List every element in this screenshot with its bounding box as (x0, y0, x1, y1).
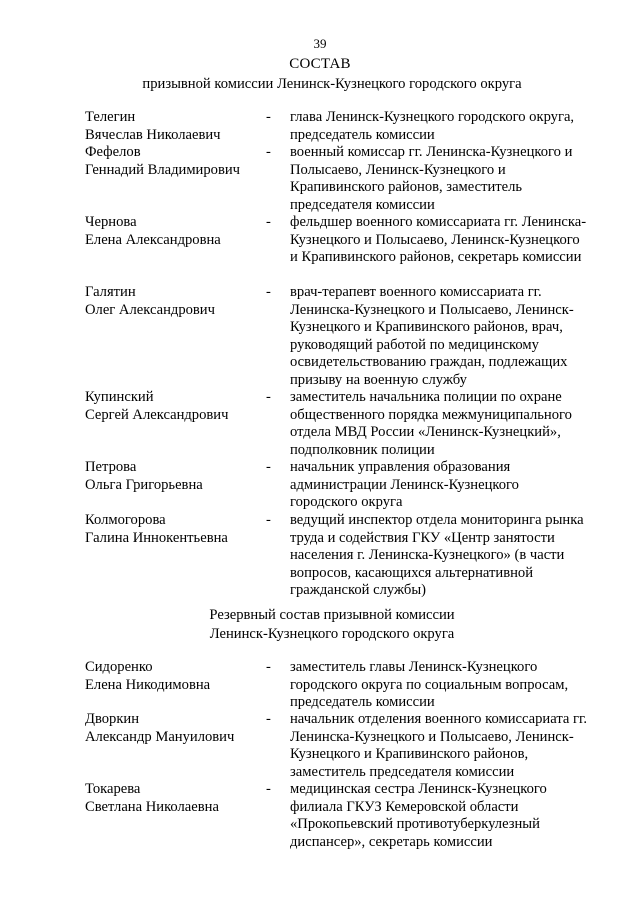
member-dash: - (266, 459, 271, 475)
main-commission-list (0, 109, 640, 598)
member-given-names: Светлана Николаевна (85, 798, 219, 815)
member-given-names: Вячеслав Николаевич (85, 126, 221, 143)
member-role: военный комиссар гг. Ленинска-Кузнецкого и Полысаево, Ленинск-Кузнецкого и Крапивинского районов, заместитель председателя комиссии (290, 144, 573, 213)
member-given-names: Галина Иннокентьевна (85, 529, 228, 546)
member-given-names: Александр Мануилович (85, 728, 235, 745)
member-entry (0, 711, 640, 781)
member-role: фельдшер военного комиссариата гг. Ленинска-Кузнецкого и Полысаево, Ленинск-Кузнецкого и Крапивинского районов, секретарь комиссии (290, 214, 587, 265)
member-surname: Телегин (85, 109, 136, 125)
member-surname: Дворкин (85, 711, 140, 727)
member-role: заместитель начальника полиции по охране общественного порядка межмуниципального отдела МВД России «Ленинск-Кузнецкий», подполковник полиции (290, 389, 572, 458)
document-subtitle: призывной комиссии Ленинск-Кузнецкого городского округа (142, 76, 522, 92)
member-surname: Купинский (85, 389, 154, 405)
member-given-names: Елена Александровна (85, 231, 221, 248)
member-role: глава Ленинск-Кузнецкого городского округа, председатель комиссии (290, 109, 575, 143)
member-dash: - (266, 284, 271, 300)
member-surname: Петрова (85, 459, 137, 475)
member-name (85, 389, 260, 424)
reserve-heading-line2: Ленинск-Кузнецкого городского округа (209, 626, 455, 642)
member-surname: Колмогорова (85, 512, 166, 528)
member-name (85, 459, 260, 494)
member-dash: - (266, 659, 271, 675)
member-given-names: Ольга Григорьевна (85, 476, 203, 493)
member-entry (0, 284, 640, 389)
member-surname: Галятин (85, 284, 136, 300)
member-role: медицинская сестра Ленинск-Кузнецкого филиала ГКУЗ Кемеровской области «Прокопьевский противотуберкулезный диспансер», секретарь комиссии (290, 781, 547, 850)
member-role: начальник отделения военного комиссариата гг. Ленинска-Кузнецкого и Полысаево, Ленинск-Кузнецкого и Крапивинского районов, заместитель председателя комиссии (290, 711, 587, 780)
member-given-names: Елена Никодимовна (85, 676, 211, 693)
member-name (85, 659, 260, 694)
member-dash: - (266, 109, 271, 125)
member-entry (0, 109, 640, 144)
member-name (85, 214, 260, 249)
page-number: 39 (313, 36, 327, 51)
reserve-heading (0, 606, 640, 644)
document-title: СОСТАВ (289, 56, 351, 72)
member-name (85, 781, 260, 816)
member-entry (0, 659, 640, 711)
member-role: врач-терапевт военного комиссариата гг. Ленинска-Кузнецкого и Полысаево, Ленинск-Кузнецкого и Крапивинского районов, врач, руководящий работой по медицинскому освидетельствованию граждан, подлежащих призыву на военную службу (290, 284, 574, 388)
member-dash: - (266, 711, 271, 727)
member-entry (0, 781, 640, 851)
reserve-heading-line1: Резервный состав призывной комиссии (209, 607, 455, 623)
member-dash: - (266, 512, 271, 528)
member-surname: Токарева (85, 781, 141, 797)
member-entry (0, 144, 640, 214)
member-dash: - (266, 214, 271, 230)
member-role: ведущий инспектор отдела мониторинга рынка труда и содействия ГКУ «Центр занятости населения г. Ленинска-Кузнецкого» (в части вопросов, касающихся альтернативной гражданской службы) (290, 512, 584, 598)
member-dash: - (266, 389, 271, 405)
member-surname: Чернова (85, 214, 137, 230)
member-name (85, 711, 260, 746)
member-dash: - (266, 144, 271, 160)
member-role: начальник управления образования администрации Ленинск-Кузнецкого городского округа (290, 459, 519, 510)
member-name (85, 284, 260, 319)
member-entry (0, 512, 640, 598)
member-surname: Сидоренко (85, 659, 153, 675)
member-entry (0, 214, 640, 284)
member-given-names: Олег Александрович (85, 301, 215, 318)
member-name (85, 512, 260, 547)
member-entry (0, 459, 640, 512)
member-dash: - (266, 781, 271, 797)
member-given-names: Геннадий Владимирович (85, 161, 241, 178)
member-name (85, 109, 260, 144)
member-entry (0, 389, 640, 459)
member-name (85, 144, 260, 179)
reserve-commission-list (0, 659, 640, 851)
member-surname: Фефелов (85, 144, 141, 160)
member-role: заместитель главы Ленинск-Кузнецкого городского округа по социальным вопросам, председатель комиссии (290, 659, 569, 710)
member-given-names: Сергей Александрович (85, 406, 229, 423)
